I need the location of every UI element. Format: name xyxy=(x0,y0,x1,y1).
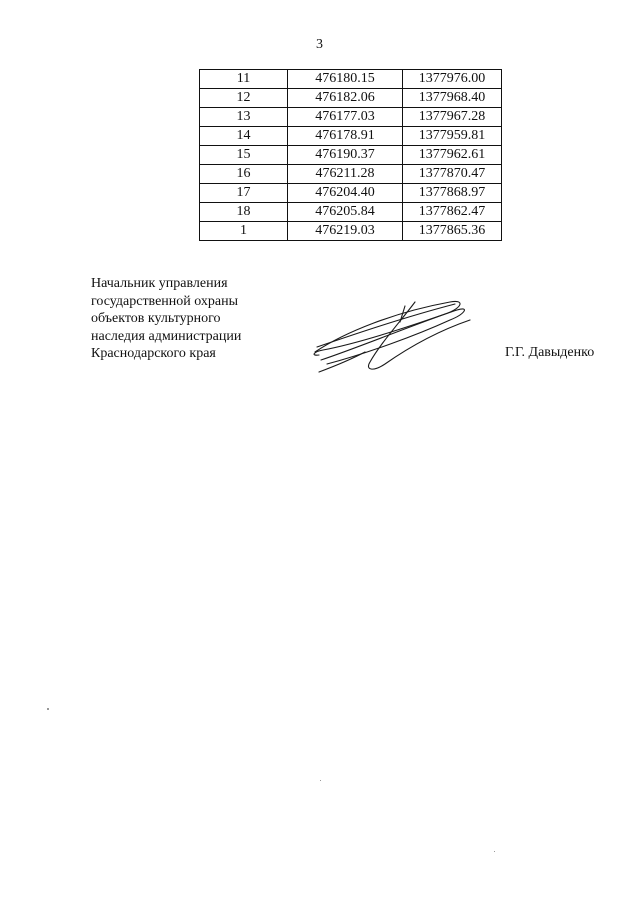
x-coordinate-cell: 476219.03 xyxy=(288,222,403,241)
table-row xyxy=(200,70,502,89)
x-coordinate-cell: 476180.15 xyxy=(288,70,403,89)
table-row xyxy=(200,165,502,184)
x-coordinate-cell: 476205.84 xyxy=(288,203,403,222)
table-row xyxy=(200,146,502,165)
signer-title xyxy=(91,275,241,363)
point-number-cell: 17 xyxy=(200,184,288,203)
y-coordinate-cell: 1377976.00 xyxy=(403,70,502,89)
x-coordinate-cell: 476190.37 xyxy=(288,146,403,165)
coordinates-table-body xyxy=(200,70,502,241)
y-coordinate-cell: 1377865.36 xyxy=(403,222,502,241)
point-number-cell: 11 xyxy=(200,70,288,89)
table-row xyxy=(200,184,502,203)
point-number-cell: 12 xyxy=(200,89,288,108)
coordinates-table xyxy=(199,69,502,241)
point-number-cell: 15 xyxy=(200,146,288,165)
scan-speck xyxy=(494,851,495,852)
y-coordinate-cell: 1377959.81 xyxy=(403,127,502,146)
signer-title-line: Краснодарского края xyxy=(91,346,216,361)
x-coordinate-cell: 476178.91 xyxy=(288,127,403,146)
y-coordinate-cell: 1377967.28 xyxy=(403,108,502,127)
point-number-cell: 1 xyxy=(200,222,288,241)
y-coordinate-cell: 1377962.61 xyxy=(403,146,502,165)
signer-title-line: государственной охраны xyxy=(91,293,239,309)
scan-speck xyxy=(47,708,49,710)
point-number-cell: 16 xyxy=(200,165,288,184)
signer-title-line: Начальник управления xyxy=(91,276,228,291)
x-coordinate-cell: 476211.28 xyxy=(288,165,403,184)
page-number: 3 xyxy=(316,37,323,52)
signer-title-line: объектов культурного xyxy=(91,311,221,326)
y-coordinate-cell: 1377968.40 xyxy=(403,89,502,108)
scan-speck xyxy=(320,780,321,781)
y-coordinate-cell: 1377862.47 xyxy=(403,203,502,222)
table-row xyxy=(200,127,502,146)
x-coordinate-cell: 476204.40 xyxy=(288,184,403,203)
y-coordinate-cell: 1377868.97 xyxy=(403,184,502,203)
point-number-cell: 14 xyxy=(200,127,288,146)
table-row xyxy=(200,203,502,222)
handwritten-signature xyxy=(305,292,475,374)
table-row xyxy=(200,108,502,127)
table-row xyxy=(200,89,502,108)
x-coordinate-cell: 476177.03 xyxy=(288,108,403,127)
y-coordinate-cell: 1377870.47 xyxy=(403,165,502,184)
signer-name: Г.Г. Давыденко xyxy=(505,345,595,360)
point-number-cell: 13 xyxy=(200,108,288,127)
table-row xyxy=(200,222,502,241)
x-coordinate-cell: 476182.06 xyxy=(288,89,403,108)
signer-title-line: наследия администрации xyxy=(91,328,242,344)
point-number-cell: 18 xyxy=(200,203,288,222)
